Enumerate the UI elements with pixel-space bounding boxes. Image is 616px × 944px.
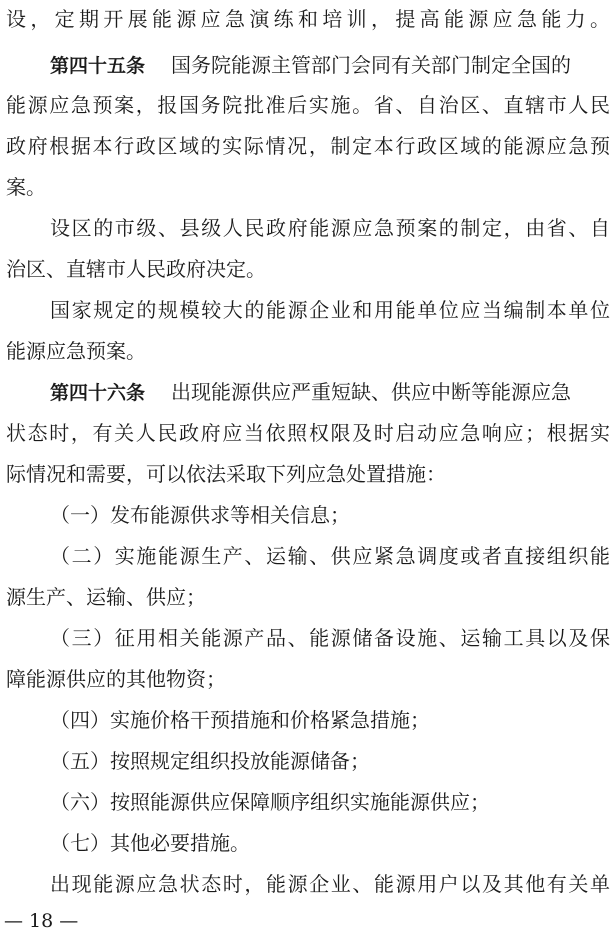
document-page [6, 0, 610, 944]
body-text: 国务院能源主管部门会同有关部门制定全国的 [171, 53, 572, 77]
list-item: （四）实施价格干预措施和价格紧急措施； [50, 708, 430, 732]
body-line: 治区、直辖市人民政府决定。 [6, 257, 266, 281]
list-item: （三）征用相关能源产品、能源储备设施、运输工具以及保 [50, 626, 610, 650]
body-line: 能源应急预案。 [6, 339, 146, 363]
body-line: 际情况和需要，可以依法采取下列应急处置措施： [6, 462, 446, 486]
list-item: （二）实施能源生产、运输、供应紧急调度或者直接组织能 [50, 544, 610, 568]
list-item: （七）其他必要措施。 [50, 831, 250, 855]
list-item: （一）发布能源供求等相关信息； [50, 503, 350, 527]
body-line: 能源应急预案，报国务院批准后实施。省、自治区、直辖市人民 [6, 93, 610, 117]
body-line: 国家规定的规模较大的能源企业和用能单位应当编制本单位 [50, 298, 610, 322]
article-46-line [50, 377, 610, 407]
body-line: 设，定期开展能源应急演练和培训，提高能源应急能力。 [6, 7, 610, 31]
body-line: 设区的市级、县级人民政府能源应急预案的制定，由省、自 [50, 216, 610, 240]
list-item-continuation: 障能源供应的其他物资； [6, 667, 226, 691]
list-item: （六）按照能源供应保障顺序组织实施能源供应； [50, 790, 490, 814]
body-line: 案。 [6, 175, 46, 199]
article-heading: 第四十五条 [50, 55, 146, 77]
list-item-continuation: 源生产、运输、供应； [6, 585, 206, 609]
article-45-line [50, 50, 610, 80]
page-number: — 18 — [4, 910, 79, 932]
list-item: （五）按照规定组织投放能源储备； [50, 749, 370, 773]
body-line: 状态时，有关人民政府应当依照权限及时启动应急响应；根据实 [6, 421, 610, 445]
body-line: 出现能源应急状态时，能源企业、能源用户以及其他有关单 [50, 872, 610, 896]
article-heading: 第四十六条 [50, 382, 146, 404]
body-line: 政府根据本行政区域的实际情况，制定本行政区域的能源应急预 [6, 134, 610, 158]
body-text: 出现能源供应严重短缺、供应中断等能源应急 [171, 380, 572, 404]
